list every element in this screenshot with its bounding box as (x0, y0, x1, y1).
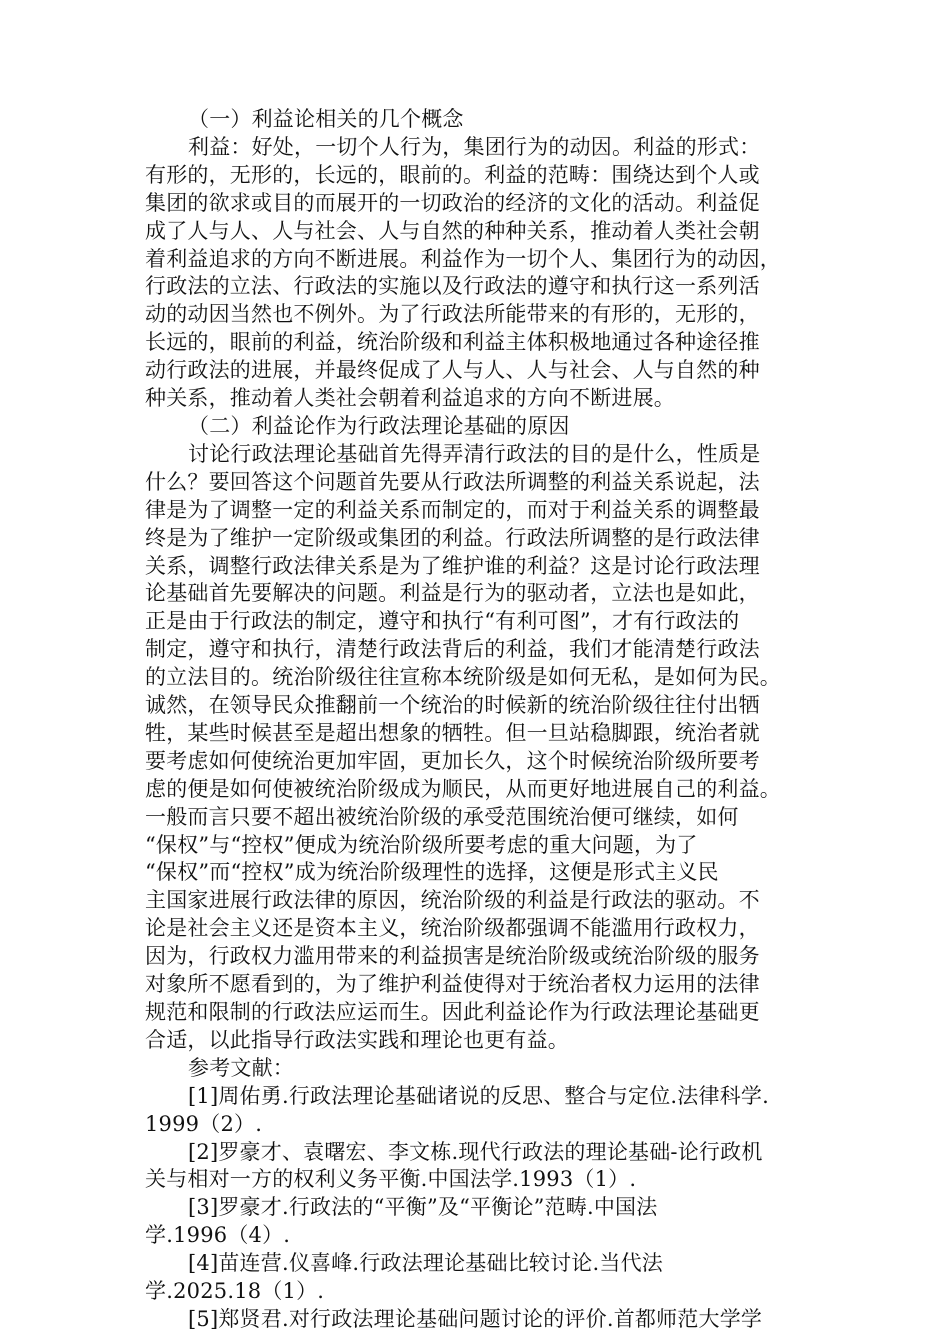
paragraph-line: 律是为了调整一定的利益关系而制定的，而对于利益关系的调整最 (145, 498, 760, 522)
paragraph-line: 什么？要回答这个问题首先要从行政法所调整的利益关系说起，法 (145, 470, 760, 494)
reference-line: [2]罗豪才、袁曙宏、李文栋.现代行政法的理论基础-论行政机 (188, 1140, 763, 1164)
paragraph-line: 长远的，眼前的利益，统治阶级和利益主体积极地通过各种途径推 (145, 330, 760, 354)
paragraph-line: 论基础首先要解决的问题。利益是行为的驱动者，立法也是如此， (145, 581, 760, 605)
paragraph-line: 虑的便是如何使被统治阶级成为顺民，从而更好地进展自己的利益。 (145, 777, 781, 801)
paragraph-line: “保权”而“控权”成为统治阶级理性的选择，这便是形式主义民 (145, 860, 719, 884)
paragraph-line: 正是由于行政法的制定，遵守和执行“有利可图”，才有行政法的 (145, 609, 740, 633)
paragraph-line: 有形的，无形的，长远的，眼前的。利益的范畴：围绕达到个人或 (145, 163, 760, 187)
paragraph-line: 的立法目的。统治阶级往往宣称本统阶级是如何无私，是如何为民。 (145, 665, 781, 689)
reference-line: [1]周佑勇.行政法理论基础诸说的反思、整合与定位.法律科学. (188, 1084, 769, 1108)
references-heading: 参考文献： (188, 1056, 294, 1080)
paragraph-line: 诚然，在领导民众推翻前一个统治的时候新的统治阶级往往付出牺 (145, 693, 760, 717)
paragraph-line: 主国家进展行政法律的原因，统治阶级的利益是行政法的驱动。不 (145, 888, 760, 912)
paragraph-line: 动行政法的进展，并最终促成了人与人、人与社会、人与自然的种 (145, 358, 760, 382)
paragraph-line: 利益：好处，一切个人行为，集团行为的动因。利益的形式： (188, 135, 761, 159)
paragraph-line: 行政法的立法、行政法的实施以及行政法的遵守和执行这一系列活 (145, 274, 760, 298)
paragraph-line: 一般而言只要不超出被统治阶级的承受范围统治便可继续，如何 (145, 805, 739, 829)
reference-line: 1999（2）. (145, 1112, 263, 1136)
reference-line: 关与相对一方的权利义务平衡.中国法学.1993（1）. (145, 1167, 637, 1191)
section-heading-2: （二）利益论作为行政法理论基础的原因 (188, 414, 570, 438)
paragraph-line: 终是为了维护一定阶级或集团的利益。行政法所调整的是行政法律 (145, 526, 760, 550)
paragraph-line: 对象所不愿看到的，为了维护利益使得对于统治者权力运用的法律 (145, 972, 760, 996)
paragraph-line: “保权”与“控权”便成为统治阶级所要考虑的重大问题，为了 (145, 833, 698, 857)
reference-line: 学.1996（4）. (145, 1223, 291, 1247)
paragraph-line: 着利益追求的方向不断进展。利益作为一切个人、集团行为的动因， (145, 247, 781, 271)
paragraph-line: 种关系，推动着人类社会朝着利益追求的方向不断进展。 (145, 386, 675, 410)
reference-line: [5]郑贤君.对行政法理论基础问题讨论的评价.首都师范大学学 (188, 1307, 763, 1331)
paragraph-line: 制定，遵守和执行，清楚行政法背后的利益，我们才能清楚行政法 (145, 637, 760, 661)
reference-line: 学.2025.18（1）. (145, 1279, 325, 1303)
paragraph-line: 动的动因当然也不例外。为了行政法所能带来的有形的，无形的， (145, 302, 760, 326)
paragraph-line: 合适，以此指导行政法实践和理论也更有益。 (145, 1028, 569, 1052)
section-heading-1: （一）利益论相关的几个概念 (188, 107, 464, 131)
paragraph-line: 论是社会主义还是资本主义，统治阶级都强调不能滥用行政权力， (145, 916, 760, 940)
reference-line: [4]苗连营.仪喜峰.行政法理论基础比较讨论.当代法 (188, 1251, 663, 1275)
reference-line: [3]罗豪才.行政法的“平衡”及“平衡论”范畴.中国法 (188, 1195, 658, 1219)
paragraph-line: 集团的欲求或目的而展开的一切政治的经济的文化的活动。利益促 (145, 191, 760, 215)
paragraph-line: 牲，某些时候甚至是超出想象的牺牲。但一旦站稳脚跟，统治者就 (145, 721, 760, 745)
paragraph-line: 因为，行政权力滥用带来的利益损害是统治阶级或统治阶级的服务 (145, 944, 760, 968)
paragraph-line: 要考虑如何使统治更加牢固，更加长久，这个时候统治阶级所要考 (145, 749, 760, 773)
paragraph-line: 成了人与人、人与社会、人与自然的种种关系，推动着人类社会朝 (145, 219, 760, 243)
paragraph-line: 讨论行政法理论基础首先得弄清行政法的目的是什么，性质是 (188, 442, 761, 466)
paragraph-line: 关系，调整行政法律关系是为了维护谁的利益？这是讨论行政法理 (145, 554, 760, 578)
paragraph-line: 规范和限制的行政法应运而生。因此利益论作为行政法理论基础更 (145, 1000, 760, 1024)
